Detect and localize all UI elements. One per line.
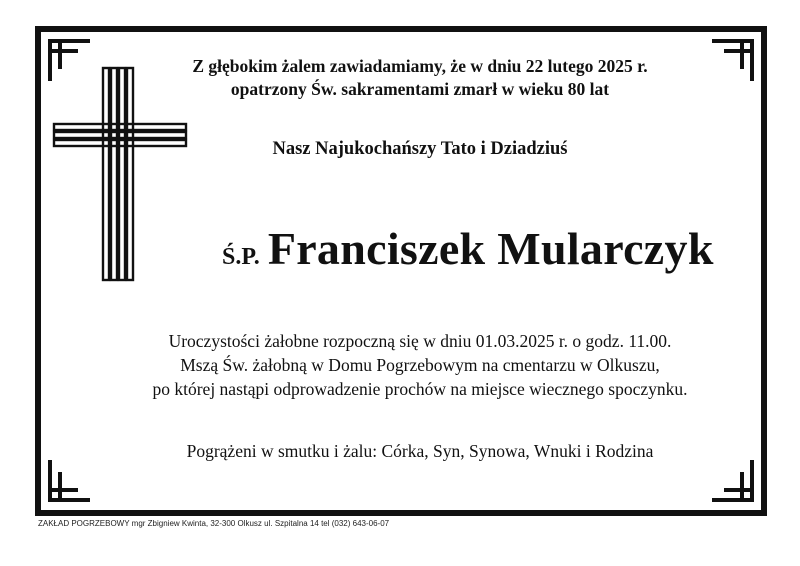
ceremony-line-2: Mszą Św. żałobną w Domu Pogrzebowym na cmentarzu w Olkuszu, (180, 355, 660, 375)
funeral-home-footer: ZAKŁAD POGRZEBOWY mgr Zbigniew Kwinta, 32-300 Olkusz ul. Szpitalna 14 tel (032) 643-06-07 (38, 519, 390, 528)
corner-ornament-bottom-left (40, 440, 110, 510)
ceremony-line-1: Uroczystości żałobne rozpoczną się w dniu 01.03.2025 r. o godz. 11.00. (168, 331, 672, 351)
deceased-name-row (222, 222, 742, 275)
deceased-prefix: Ś.P. (222, 244, 260, 270)
announcement-intro (70, 55, 770, 101)
announcement-line-2: opatrzony Św. sakramentami zmarł w wieku 80 lat (230, 79, 610, 99)
ceremony-details (110, 329, 730, 401)
ceremony-line-3: po której nastąpi odprowadzenie prochów na miejsce wiecznego spoczynku. (152, 379, 688, 399)
deceased-name: Franciszek Mularczyk (267, 223, 714, 274)
relation-subtitle: Nasz Najukochańszy Tato i Dziadziuś (272, 139, 568, 159)
announcement-line-1: Z głębokim żalem zawiadamiamy, że w dniu 22 lutego 2025 r. (192, 56, 648, 76)
mourners-line: Pogrążeni w smutku i żalu: Córka, Syn, Synowa, Wnuki i Rodzina (186, 441, 654, 461)
